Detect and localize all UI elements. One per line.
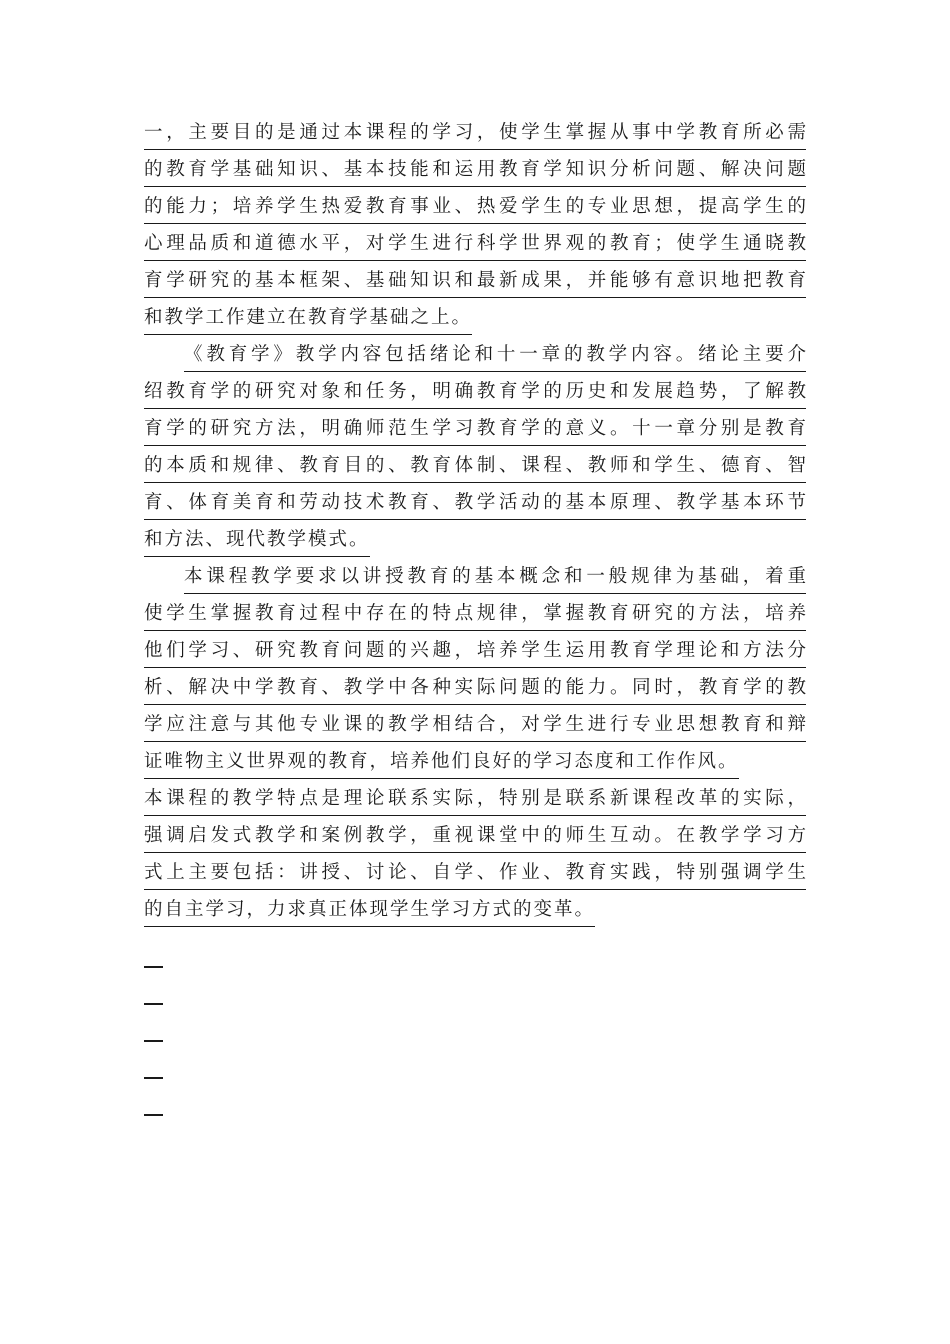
line-text: 本课程教学要求以讲授教育的基本概念和一般规律为基础，着重 <box>184 558 806 594</box>
empty-underline <box>144 966 163 968</box>
line-text: 的教育学基础知识、基本技能和运用教育学知识分析问题、解决问题 <box>144 151 806 187</box>
line-text: 绍教育学的研究对象和任务，明确教育学的历史和发展趋势，了解教 <box>144 373 806 409</box>
text-line <box>144 299 806 336</box>
line-text: 一，主要目的是通过本课程的学习，使学生掌握从事中学教育所必需 <box>144 114 806 150</box>
text-line <box>144 558 806 595</box>
text-line <box>144 447 806 484</box>
line-text: 证唯物主义世界观的教育，培养他们良好的学习态度和工作作风。 <box>144 743 739 779</box>
empty-underline <box>144 1003 163 1005</box>
line-text: 析、解决中学教育、教学中各种实际问题的能力。同时，教育学的教 <box>144 669 806 705</box>
text-line <box>144 484 806 521</box>
paragraph-content <box>144 336 806 558</box>
text-line <box>144 706 806 743</box>
empty-underline <box>144 1077 163 1079</box>
line-text: 的能力；培养学生热爱教育事业、热爱学生的专业思想，提高学生的 <box>144 188 806 224</box>
text-line <box>144 780 806 817</box>
line-text: 和方法、现代教学模式。 <box>144 521 370 557</box>
line-text: 《教育学》教学内容包括绪论和十一章的教学内容。绪论主要介 <box>184 336 806 372</box>
text-line <box>144 410 806 447</box>
paragraph-requirements <box>144 558 806 928</box>
line-text: 育学的研究方法，明确师范生学习教育学的意义。十一章分别是教育 <box>144 410 806 446</box>
text-line <box>144 743 806 780</box>
empty-underline <box>144 1040 163 1042</box>
text-line <box>144 891 806 928</box>
line-text: 育、体育美育和劳动技术教育、教学活动的基本原理、教学基本环节 <box>144 484 806 520</box>
line-text: 和教学工作建立在教育学基础之上。 <box>144 299 472 335</box>
text-line <box>144 632 806 669</box>
text-line <box>144 225 806 262</box>
paragraph-objectives <box>144 114 806 336</box>
line-text: 育学研究的基本框架、基础知识和最新成果，并能够有意识地把教育 <box>144 262 806 298</box>
line-text: 心理品质和道德水平，对学生进行科学世界观的教育；使学生通晓教 <box>144 225 806 261</box>
text-line <box>144 595 806 632</box>
text-line <box>144 669 806 706</box>
line-text: 的本质和规律、教育目的、教育体制、课程、教师和学生、德育、智 <box>144 447 806 483</box>
line-text: 本课程的教学特点是理论联系实际，特别是联系新课程改革的实际， <box>144 780 806 816</box>
text-line <box>144 817 806 854</box>
text-line <box>144 262 806 299</box>
empty-underline-lines <box>144 950 184 1151</box>
line-text: 使学生掌握教育过程中存在的特点规律，掌握教育研究的方法，培养 <box>144 595 806 631</box>
text-line <box>144 188 806 225</box>
text-line <box>144 151 806 188</box>
empty-underline <box>144 1114 163 1116</box>
line-text: 强调启发式教学和案例教学，重视课堂中的师生互动。在教学学习方 <box>144 817 806 853</box>
line-text: 式上主要包括：讲授、讨论、自学、作业、教育实践，特别强调学生 <box>144 854 806 890</box>
text-line <box>144 336 806 373</box>
line-text: 学应注意与其他专业课的教学相结合，对学生进行专业思想教育和辩 <box>144 706 806 742</box>
text-line <box>144 854 806 891</box>
document-body <box>144 114 806 928</box>
line-text: 的自主学习，力求真正体现学生学习方式的变革。 <box>144 891 595 927</box>
line-text: 他们学习、研究教育问题的兴趣，培养学生运用教育学理论和方法分 <box>144 632 806 668</box>
text-line <box>144 114 806 151</box>
text-line <box>144 521 806 558</box>
text-line <box>144 373 806 410</box>
